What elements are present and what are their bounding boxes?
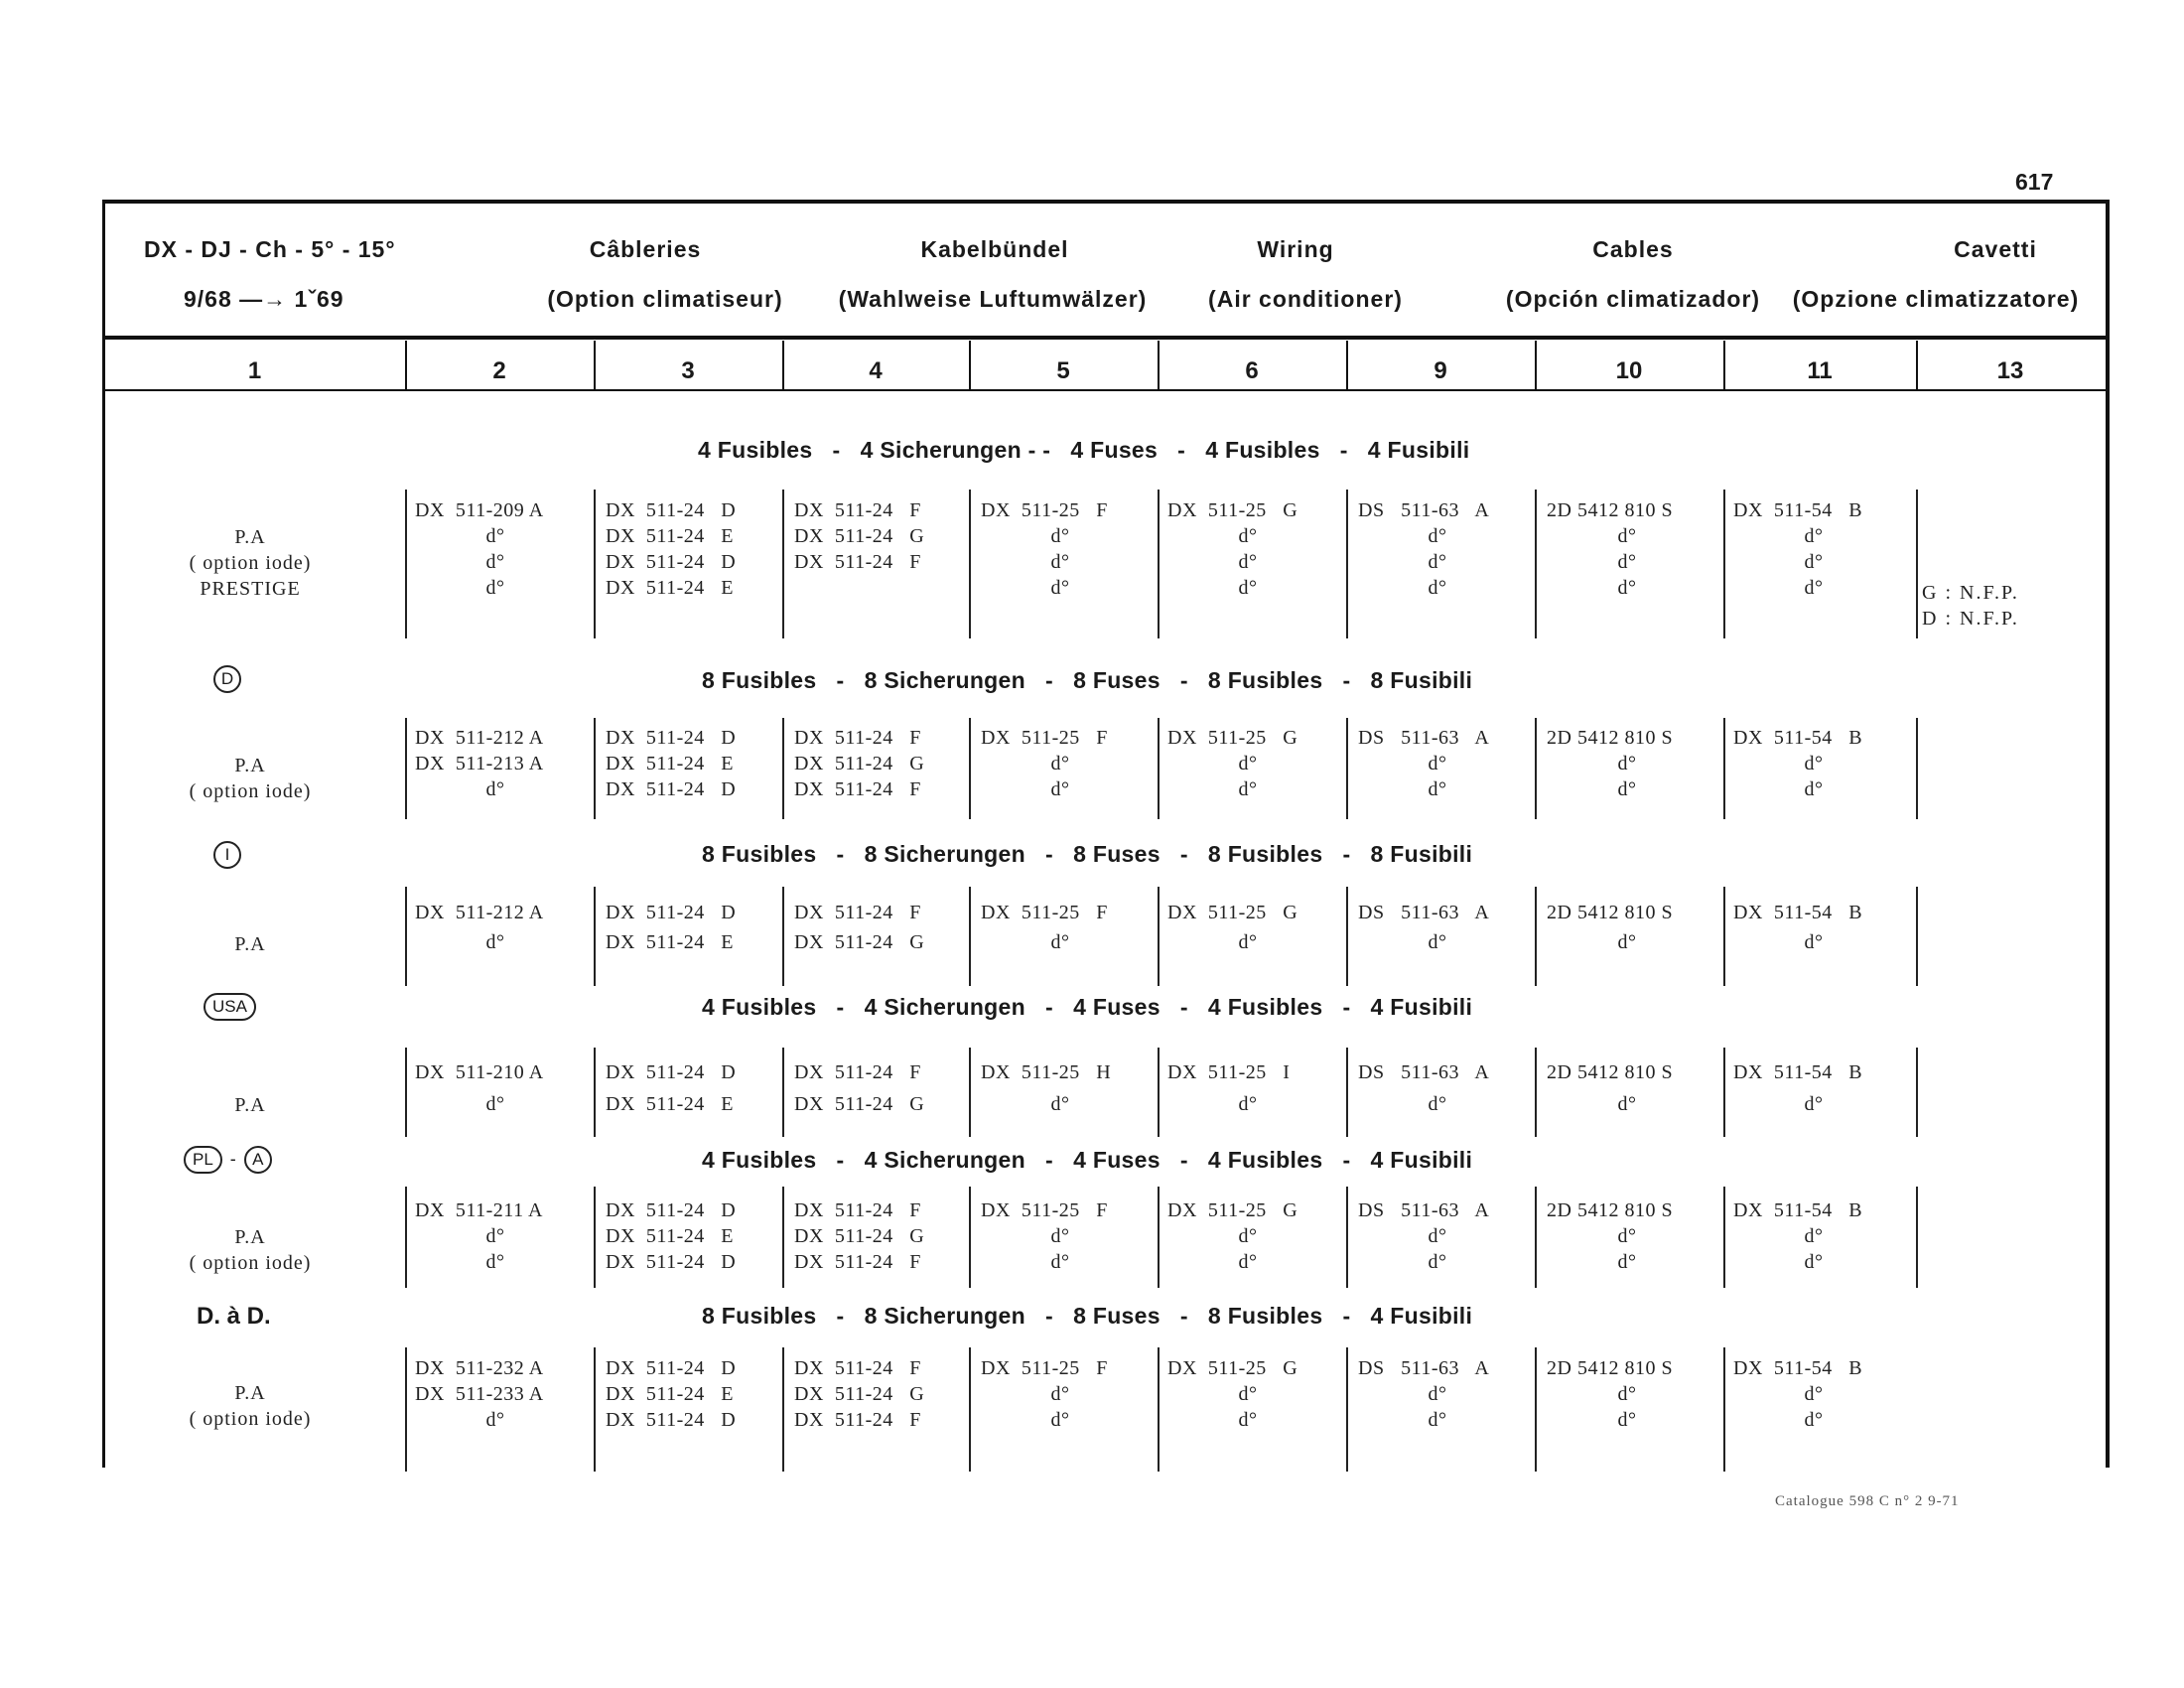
de-title: Kabelbündel <box>920 236 1069 262</box>
part-number-cell: DS 511-63 A <box>1358 727 1490 749</box>
part-number-cell: d° <box>1428 931 1447 953</box>
cell-separator <box>1158 1048 1160 1137</box>
part-number-cell: DX 511-25 F <box>981 727 1108 749</box>
part-number-cell: d° <box>1428 1093 1447 1115</box>
part-number-cell: d° <box>1428 551 1447 573</box>
cell-separator <box>1723 718 1725 819</box>
part-number-cell: d° <box>1804 551 1824 573</box>
row-label: P.A ( option iode) <box>189 1226 312 1274</box>
country-badge: I <box>213 841 241 869</box>
note-line: D : N.F.P. <box>1922 608 2019 630</box>
part-number-cell: DX 511-24 E <box>606 931 735 953</box>
part-number-cell: d° <box>1617 1409 1637 1431</box>
row-label: P.A <box>234 1094 266 1116</box>
cell-separator <box>782 490 784 638</box>
es-title: Cables <box>1592 236 1674 262</box>
part-number-cell: d° <box>1238 778 1258 800</box>
part-number-cell: d° <box>1804 753 1824 774</box>
cell-separator <box>782 718 784 819</box>
cell-separator <box>1916 718 1918 819</box>
cell-separator <box>1723 887 1725 986</box>
fuse-count-line: 4 Fusibles - 4 Sicherungen - - 4 Fuses - 4 Fusibles - 4 Fusibili <box>698 437 1470 463</box>
part-number-cell: d° <box>1804 931 1824 953</box>
date-range: 9/68 —→ 1ˇ69 <box>184 286 344 312</box>
cell-separator <box>1916 887 1918 986</box>
en-subtitle: (Air conditioner) <box>1208 286 1403 312</box>
column-number: 1 <box>247 357 262 384</box>
part-number-cell: DX 511-24 D <box>606 1251 737 1273</box>
part-number-cell: DX 511-24 F <box>794 1251 921 1273</box>
part-number-cell: DX 511-24 F <box>794 1409 921 1431</box>
part-number-cell: d° <box>1804 1251 1824 1273</box>
part-number-cell: d° <box>1050 1251 1070 1273</box>
cell-separator <box>969 887 971 986</box>
column-number: 11 <box>1807 357 1833 384</box>
part-number-cell: DX 511-54 B <box>1733 727 1863 749</box>
cell-separator <box>405 718 407 819</box>
part-number-cell: d° <box>485 551 505 573</box>
fr-title: Câbleries <box>589 236 702 262</box>
part-number-cell: DX 511-24 D <box>606 727 737 749</box>
part-number-cell: 2D 5412 810 S <box>1547 1199 1674 1221</box>
it-title: Cavetti <box>1954 236 2037 262</box>
cell-separator <box>1723 1048 1725 1137</box>
part-number-cell: d° <box>1238 577 1258 599</box>
column-number: 10 <box>1615 357 1643 384</box>
cell-separator <box>1535 1048 1537 1137</box>
part-number-cell: d° <box>1238 753 1258 774</box>
part-number-cell: DX 511-24 G <box>794 931 925 953</box>
part-number-cell: d° <box>1617 753 1637 774</box>
cell-separator <box>1535 718 1537 819</box>
fuse-count-line: 8 Fusibles - 8 Sicherungen - 8 Fuses - 8 Fusibles - 8 Fusibili <box>702 667 1473 693</box>
part-number-cell: DX 511-212 A <box>415 727 544 749</box>
cell-separator <box>1346 1048 1348 1137</box>
part-number-cell: DX 511-211 A <box>415 1199 543 1221</box>
part-number-cell: DX 511-232 A <box>415 1357 544 1379</box>
cell-separator <box>594 490 596 638</box>
part-number-cell: d° <box>1804 525 1824 547</box>
part-number-cell: DX 511-25 F <box>981 1357 1108 1379</box>
part-number-cell: DX 511-25 G <box>1167 1199 1298 1221</box>
part-number-cell: DX 511-24 E <box>606 1225 735 1247</box>
part-number-cell: d° <box>1238 1409 1258 1431</box>
part-number-cell: DX 511-24 E <box>606 577 735 599</box>
part-number-cell: d° <box>485 931 505 953</box>
cell-separator <box>405 1187 407 1288</box>
part-number-cell: d° <box>1050 753 1070 774</box>
cell-separator <box>969 1347 971 1472</box>
cell-separator <box>1723 490 1725 638</box>
part-number-cell: 2D 5412 810 S <box>1547 902 1674 923</box>
cell-separator <box>782 1048 784 1137</box>
cell-separator <box>405 887 407 986</box>
row-label: P.A <box>234 933 266 955</box>
part-number-cell: d° <box>485 577 505 599</box>
part-number-cell: DX 511-24 E <box>606 1093 735 1115</box>
cell-separator <box>1346 887 1348 986</box>
part-number-cell: d° <box>485 1225 505 1247</box>
part-number-cell: 2D 5412 810 S <box>1547 1357 1674 1379</box>
cell-separator <box>1723 1347 1725 1472</box>
part-number-cell: DX 511-25 G <box>1167 902 1298 923</box>
part-number-cell: d° <box>1238 931 1258 953</box>
fuse-count-line: 8 Fusibles - 8 Sicherungen - 8 Fuses - 8 Fusibles - 8 Fusibili <box>702 841 1473 867</box>
part-number-cell: d° <box>1050 1225 1070 1247</box>
cell-separator <box>1535 887 1537 986</box>
part-number-cell: DX 511-24 D <box>606 499 737 521</box>
part-number-cell: d° <box>485 1409 505 1431</box>
part-number-cell: d° <box>1617 1383 1637 1405</box>
part-number-cell: DS 511-63 A <box>1358 1357 1490 1379</box>
part-number-cell: DX 511-24 E <box>606 1383 735 1405</box>
part-number-cell: d° <box>1617 931 1637 953</box>
part-number-cell: d° <box>1804 1225 1824 1247</box>
part-number-cell: d° <box>1238 1251 1258 1273</box>
part-number-cell: d° <box>1050 1093 1070 1115</box>
part-number-cell: d° <box>1050 577 1070 599</box>
part-number-cell: d° <box>1050 778 1070 800</box>
part-number-cell: DX 511-24 F <box>794 499 921 521</box>
part-number-cell: DS 511-63 A <box>1358 1199 1490 1221</box>
part-number-cell: DX 511-25 I <box>1167 1061 1291 1083</box>
part-number-cell: d° <box>1804 1383 1824 1405</box>
cell-separator <box>594 1347 596 1472</box>
part-number-cell: d° <box>1050 1383 1070 1405</box>
cell-separator <box>782 887 784 986</box>
part-number-cell: d° <box>1428 778 1447 800</box>
part-number-cell: DX 511-54 B <box>1733 1061 1863 1083</box>
part-number-cell: DX 511-25 G <box>1167 499 1298 521</box>
part-number-cell: DS 511-63 A <box>1358 902 1490 923</box>
cell-separator <box>1535 1347 1537 1472</box>
en-title: Wiring <box>1257 236 1334 262</box>
row-label: P.A ( option iode) <box>189 755 312 802</box>
es-subtitle: (Opción climatizador) <box>1505 286 1761 312</box>
column-number: 2 <box>492 357 506 384</box>
cell-separator <box>405 490 407 638</box>
part-number-cell: DX 511-24 D <box>606 1199 737 1221</box>
part-number-cell: d° <box>1804 577 1824 599</box>
part-number-cell: d° <box>485 525 505 547</box>
de-subtitle: (Wahlweise Luftumwälzer) <box>838 286 1148 312</box>
country-badge: USA <box>204 993 256 1021</box>
part-number-cell: DX 511-24 E <box>606 753 735 774</box>
part-number-cell: d° <box>1617 577 1637 599</box>
part-number-cell: DX 511-210 A <box>415 1061 544 1083</box>
part-number-cell: DX 511-54 B <box>1733 1357 1863 1379</box>
cell-separator <box>1916 1187 1918 1288</box>
cell-separator <box>594 1048 596 1137</box>
part-number-cell: DX 511-24 F <box>794 778 921 800</box>
cell-separator <box>1535 490 1537 638</box>
part-number-cell: d° <box>1428 1383 1447 1405</box>
part-number-cell: d° <box>1238 525 1258 547</box>
cell-separator <box>405 1347 407 1472</box>
part-number-cell: d° <box>1617 1093 1637 1115</box>
part-number-cell: d° <box>1617 1225 1637 1247</box>
country-badge: PL - A <box>184 1146 272 1174</box>
part-number-cell: DX 511-24 F <box>794 551 921 573</box>
part-number-cell: d° <box>1050 931 1070 953</box>
part-number-cell: d° <box>1617 1251 1637 1273</box>
column-number: 4 <box>869 357 883 384</box>
cell-separator <box>1158 1347 1160 1472</box>
part-number-cell: DX 511-24 F <box>794 1357 921 1379</box>
part-number-cell: d° <box>1804 1093 1824 1115</box>
part-number-cell: d° <box>1804 778 1824 800</box>
part-number-cell: 2D 5412 810 S <box>1547 499 1674 521</box>
part-number-cell: DX 511-54 B <box>1733 499 1863 521</box>
cell-separator <box>594 887 596 986</box>
part-number-cell: DX 511-24 D <box>606 902 737 923</box>
note-line: G : N.F.P. <box>1922 582 2019 604</box>
part-number-cell: d° <box>485 1251 505 1273</box>
column-number: 9 <box>1433 357 1447 384</box>
part-number-cell: d° <box>485 1093 505 1115</box>
part-number-cell: d° <box>1617 551 1637 573</box>
part-number-cell: DX 511-24 D <box>606 1061 737 1083</box>
part-number-cell: DX 511-24 G <box>794 1383 925 1405</box>
part-number-cell: 2D 5412 810 S <box>1547 1061 1674 1083</box>
part-number-cell: DX 511-24 D <box>606 1357 737 1379</box>
header-divider <box>102 336 2107 340</box>
part-number-cell: DX 511-24 G <box>794 753 925 774</box>
part-number-cell: DX 511-24 F <box>794 727 921 749</box>
country-label: D. à D. <box>197 1303 271 1330</box>
column-number: 6 <box>1245 357 1259 384</box>
part-number-cell: d° <box>1050 1409 1070 1431</box>
part-number-cell: DX 511-212 A <box>415 902 544 923</box>
cell-separator <box>1158 490 1160 638</box>
cell-separator <box>1916 1048 1918 1137</box>
part-number-cell: DX 511-25 F <box>981 902 1108 923</box>
column-number: 13 <box>1996 357 2024 384</box>
part-number-cell: d° <box>1238 1383 1258 1405</box>
fuse-count-line: 8 Fusibles - 8 Sicherungen - 8 Fuses - 8 Fusibles - 4 Fusibili <box>702 1303 1473 1329</box>
part-number-cell: DX 511-24 G <box>794 1093 925 1115</box>
it-subtitle: (Opzione climatizzatore) <box>1792 286 2080 312</box>
cell-separator <box>1916 490 1918 638</box>
part-number-cell: d° <box>485 778 505 800</box>
part-number-cell: d° <box>1428 1225 1447 1247</box>
part-number-cell: d° <box>1804 1409 1824 1431</box>
part-number-cell: d° <box>1428 1251 1447 1273</box>
cell-separator <box>782 1347 784 1472</box>
column-number-divider <box>102 389 2107 391</box>
part-number-cell: DX 511-24 D <box>606 1409 737 1431</box>
cell-separator <box>969 490 971 638</box>
cell-separator <box>1158 887 1160 986</box>
part-number-cell: d° <box>1238 1225 1258 1247</box>
part-number-cell: DX 511-24 F <box>794 1061 921 1083</box>
part-number-cell: DX 511-54 B <box>1733 1199 1863 1221</box>
part-number-cell: DX 511-25 F <box>981 499 1108 521</box>
part-number-cell: DX 511-24 E <box>606 525 735 547</box>
cell-separator <box>1535 1187 1537 1288</box>
part-number-cell: d° <box>1050 551 1070 573</box>
cell-separator <box>594 1187 596 1288</box>
cell-separator <box>1346 490 1348 638</box>
part-number-cell: DX 511-233 A <box>415 1383 544 1405</box>
part-number-cell: DS 511-63 A <box>1358 499 1490 521</box>
part-number-cell: d° <box>1428 1409 1447 1431</box>
fuse-count-line: 4 Fusibles - 4 Sicherungen - 4 Fuses - 4 Fusibles - 4 Fusibili <box>702 1147 1473 1173</box>
part-number-cell: d° <box>1428 753 1447 774</box>
catalogue-reference: Catalogue 598 C n° 2 9-71 <box>1775 1493 1960 1509</box>
cell-separator <box>1346 1347 1348 1472</box>
country-badge: D <box>213 665 241 693</box>
model-title: DX - DJ - Ch - 5° - 15° <box>144 236 396 262</box>
part-number-cell: DX 511-25 G <box>1167 1357 1298 1379</box>
cell-separator <box>782 1187 784 1288</box>
column-number: 3 <box>681 357 695 384</box>
part-number-cell: d° <box>1050 525 1070 547</box>
part-number-cell: DX 511-54 B <box>1733 902 1863 923</box>
part-number-cell: d° <box>1617 525 1637 547</box>
cell-separator <box>1158 718 1160 819</box>
cell-separator <box>405 1048 407 1137</box>
part-number-cell: DX 511-24 G <box>794 1225 925 1247</box>
page-number: 617 <box>2015 169 2054 195</box>
part-number-cell: DX 511-25 F <box>981 1199 1108 1221</box>
part-number-cell: 2D 5412 810 S <box>1547 727 1674 749</box>
cell-separator <box>1346 1187 1348 1288</box>
part-number-cell: DX 511-25 H <box>981 1061 1112 1083</box>
part-number-cell: DX 511-24 G <box>794 525 925 547</box>
fuse-count-line: 4 Fusibles - 4 Sicherungen - 4 Fuses - 4 Fusibles - 4 Fusibili <box>702 994 1473 1020</box>
part-number-cell: DX 511-24 F <box>794 902 921 923</box>
part-number-cell: DX 511-209 A <box>415 499 544 521</box>
part-number-cell: DX 511-24 F <box>794 1199 921 1221</box>
cell-separator <box>1723 1187 1725 1288</box>
part-number-cell: DX 511-25 G <box>1167 727 1298 749</box>
part-number-cell: DS 511-63 A <box>1358 1061 1490 1083</box>
cell-separator <box>1346 718 1348 819</box>
row-label: P.A ( option iode) <box>189 1382 312 1430</box>
part-number-cell: DX 511-213 A <box>415 753 544 774</box>
cell-separator <box>969 1187 971 1288</box>
part-number-cell: d° <box>1428 525 1447 547</box>
part-number-cell: d° <box>1238 551 1258 573</box>
cell-separator <box>969 1048 971 1137</box>
column-number: 5 <box>1056 357 1070 384</box>
cell-separator <box>969 718 971 819</box>
cell-separator <box>1158 1187 1160 1288</box>
part-number-cell: DX 511-24 D <box>606 778 737 800</box>
part-number-cell: d° <box>1617 778 1637 800</box>
cell-separator <box>594 718 596 819</box>
part-number-cell: DX 511-24 D <box>606 551 737 573</box>
row-label: P.A ( option iode) PRESTIGE <box>189 526 312 600</box>
fr-subtitle: (Option climatiseur) <box>547 286 783 312</box>
part-number-cell: d° <box>1238 1093 1258 1115</box>
part-number-cell: d° <box>1428 577 1447 599</box>
